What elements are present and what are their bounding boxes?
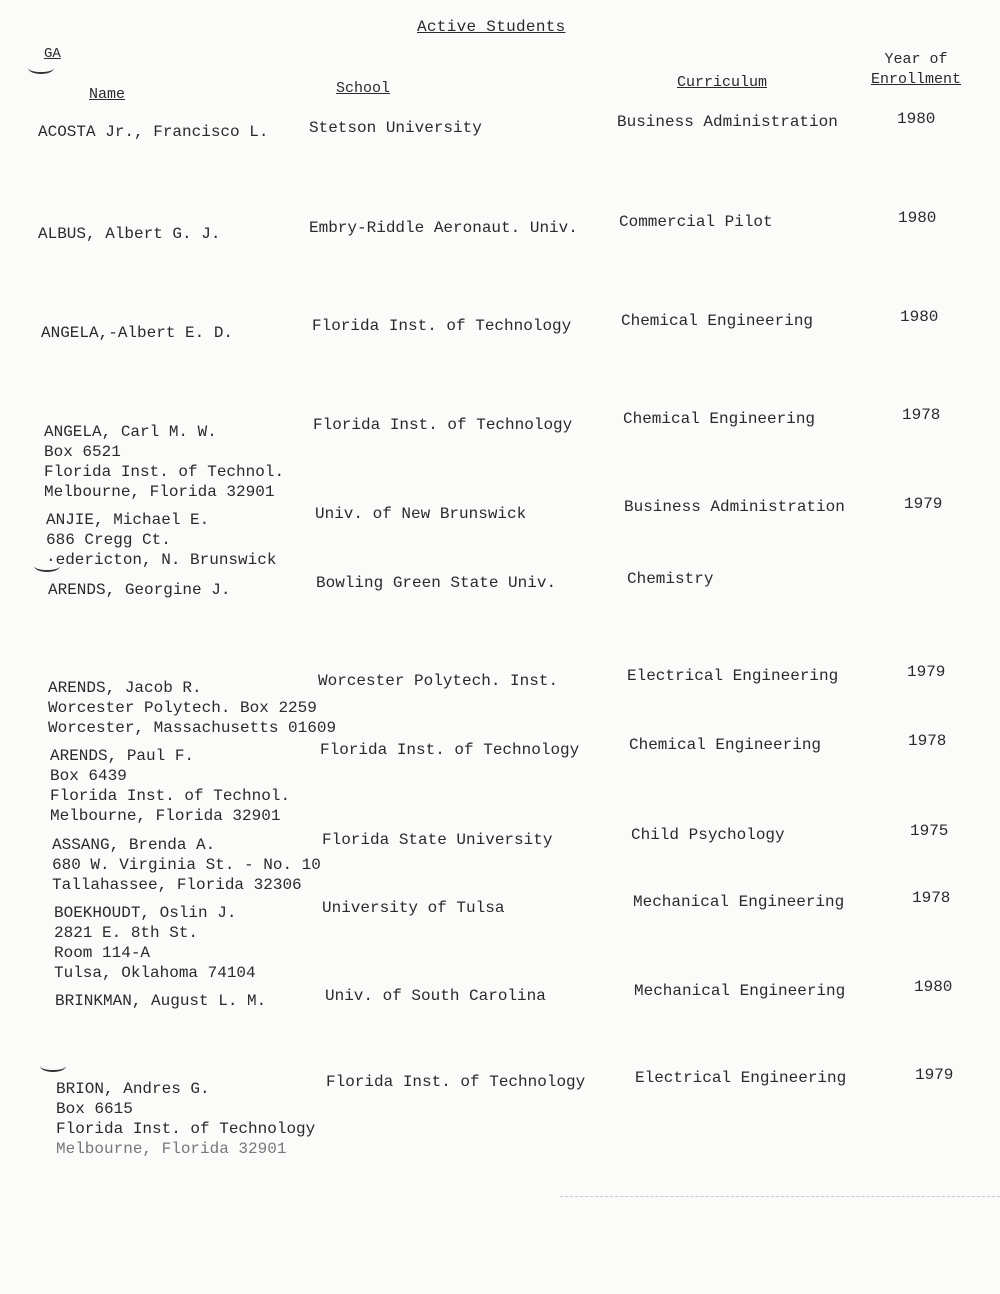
student-school: Bowling Green State Univ. bbox=[316, 574, 557, 592]
student-name-block bbox=[44, 422, 284, 502]
header-school: School bbox=[336, 80, 391, 97]
student-address-line: Melbourne, Florida 32901 bbox=[56, 1140, 287, 1158]
header-year-line2: Enrollment bbox=[870, 71, 961, 88]
student-address-line: Melbourne, Florida 32901 bbox=[44, 483, 275, 501]
student-address-line: Box 6615 bbox=[56, 1100, 133, 1118]
student-address-line: 680 W. Virginia St. - No. 10 bbox=[52, 856, 321, 874]
student-name: BRINKMAN, August L. M. bbox=[55, 992, 267, 1010]
student-curriculum: Chemistry bbox=[627, 570, 714, 588]
student-name: ANGELA, Carl M. W. bbox=[44, 423, 217, 441]
student-name-block bbox=[38, 224, 220, 244]
student-name-block bbox=[56, 1079, 315, 1159]
student-year: 1980 bbox=[898, 209, 937, 227]
header-name: Name bbox=[89, 86, 126, 103]
student-name-block bbox=[46, 510, 276, 570]
student-year: 1980 bbox=[900, 308, 939, 326]
student-address-line: ·edericton, N. Brunswick bbox=[46, 551, 277, 569]
student-curriculum: Chemical Engineering bbox=[629, 736, 822, 754]
student-curriculum: Chemical Engineering bbox=[623, 410, 816, 428]
student-curriculum: Mechanical Engineering bbox=[633, 893, 845, 911]
student-name-block bbox=[48, 678, 336, 738]
student-school: Florida Inst. of Technology bbox=[326, 1073, 586, 1091]
student-name: ARENDS, Jacob R. bbox=[48, 679, 202, 697]
student-curriculum: Commercial Pilot bbox=[619, 213, 773, 231]
divider bbox=[560, 1196, 1000, 1197]
student-year: 1975 bbox=[910, 822, 949, 840]
student-address-line: Box 6521 bbox=[44, 443, 121, 461]
student-year: 1979 bbox=[904, 495, 943, 513]
student-name-block bbox=[38, 122, 268, 142]
student-school: Florida Inst. of Technology bbox=[313, 416, 573, 434]
student-school: Florida Inst. of Technology bbox=[320, 741, 580, 759]
student-name: ARENDS, Georgine J. bbox=[48, 581, 231, 599]
student-year: 1980 bbox=[914, 978, 953, 996]
student-curriculum: Child Psychology bbox=[631, 826, 785, 844]
corner-mark: GA bbox=[44, 46, 61, 62]
student-school: Stetson University bbox=[309, 119, 482, 137]
student-name: BOEKHOUDT, Oslin J. bbox=[54, 904, 237, 922]
student-address-line: Worcester Polytech. Box 2259 bbox=[48, 699, 317, 717]
student-address-line: 686 Cregg Ct. bbox=[46, 531, 171, 549]
student-school: Univ. of New Brunswick bbox=[315, 505, 527, 523]
student-curriculum: Electrical Engineering bbox=[635, 1069, 847, 1087]
student-address-line: 2821 E. 8th St. bbox=[54, 924, 199, 942]
student-year: 1978 bbox=[912, 889, 951, 907]
student-curriculum: Mechanical Engineering bbox=[634, 982, 846, 1000]
punch-hole-mark bbox=[40, 1060, 66, 1072]
student-school: Florida State University bbox=[322, 831, 553, 849]
student-address-line: Florida Inst. of Technology bbox=[56, 1120, 316, 1138]
student-name: ASSANG, Brenda A. bbox=[52, 836, 216, 854]
student-name: BRION, Andres G. bbox=[56, 1080, 210, 1098]
student-address-line: Tallahassee, Florida 32306 bbox=[52, 876, 302, 894]
student-address-line: Room 114-A bbox=[54, 944, 151, 962]
student-year: 1979 bbox=[907, 663, 946, 681]
student-name-block bbox=[48, 580, 230, 600]
header-year bbox=[866, 50, 966, 90]
student-name-block bbox=[55, 991, 266, 1011]
student-name-block bbox=[54, 903, 256, 983]
student-name: ALBUS, Albert G. J. bbox=[38, 225, 221, 243]
student-school: University of Tulsa bbox=[322, 899, 505, 917]
student-name-block bbox=[52, 835, 321, 895]
student-address-line: Box 6439 bbox=[50, 767, 127, 785]
student-curriculum: Electrical Engineering bbox=[627, 667, 839, 685]
student-name-block bbox=[50, 746, 290, 826]
student-address-line: Florida Inst. of Technol. bbox=[50, 787, 291, 805]
student-curriculum: Business Administration bbox=[624, 498, 845, 516]
header-year-line1: Year of bbox=[884, 51, 948, 68]
student-address-line: Tulsa, Oklahoma 74104 bbox=[54, 964, 256, 982]
student-curriculum: Business Administration bbox=[617, 113, 838, 131]
page-title: Active Students bbox=[417, 18, 566, 36]
student-address-line: Worcester, Massachusetts 01609 bbox=[48, 719, 337, 737]
student-school: Florida Inst. of Technology bbox=[312, 317, 572, 335]
student-curriculum: Chemical Engineering bbox=[621, 312, 814, 330]
student-year: 1978 bbox=[908, 732, 947, 750]
student-name: ARENDS, Paul F. bbox=[50, 747, 195, 765]
student-school: Univ. of South Carolina bbox=[325, 987, 546, 1005]
student-name: ANGELA,-Albert E. D. bbox=[41, 324, 234, 342]
student-year: 1979 bbox=[915, 1066, 954, 1084]
student-year: 1980 bbox=[897, 110, 936, 128]
punch-hole-mark bbox=[28, 62, 54, 74]
header-curriculum: Curriculum bbox=[677, 74, 768, 91]
student-school: Embry-Riddle Aeronaut. Univ. bbox=[309, 219, 578, 237]
student-address-line: Florida Inst. of Technol. bbox=[44, 463, 285, 481]
student-year: 1978 bbox=[902, 406, 941, 424]
student-school: Worcester Polytech. Inst. bbox=[318, 672, 559, 690]
student-name: ACOSTA Jr., Francisco L. bbox=[38, 123, 269, 141]
student-name: ANJIE, Michael E. bbox=[46, 511, 210, 529]
student-name-block bbox=[41, 323, 233, 343]
student-address-line: Melbourne, Florida 32901 bbox=[50, 807, 281, 825]
